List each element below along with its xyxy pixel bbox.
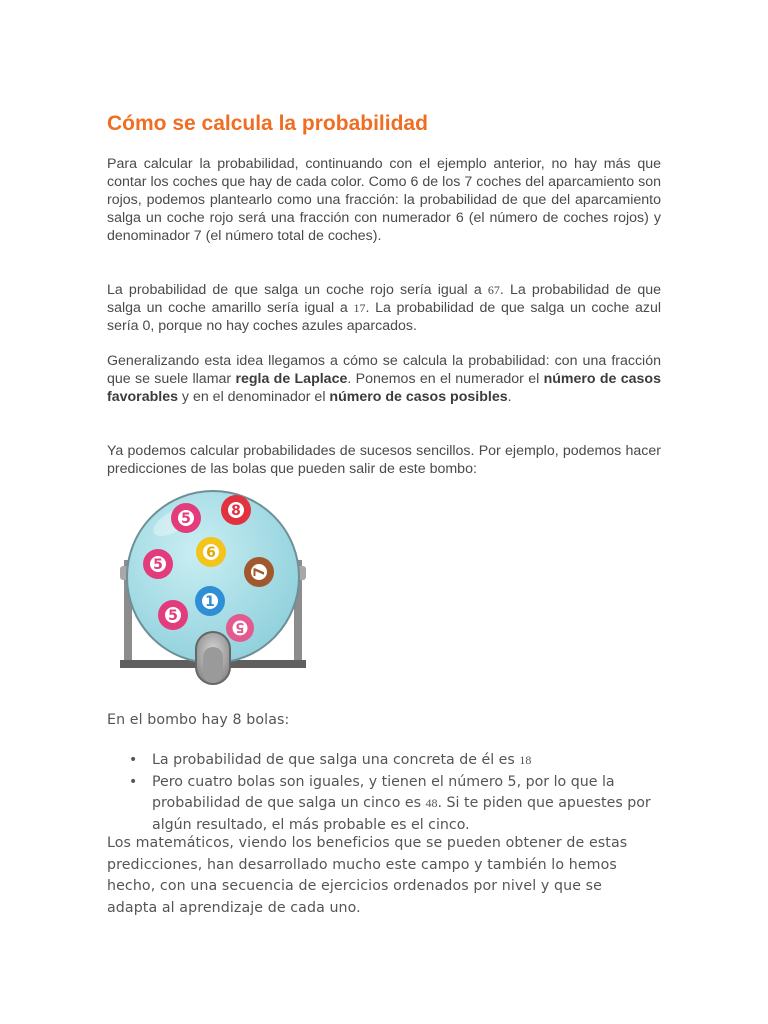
bullet-icon: •	[129, 773, 138, 790]
p3-text-c: y en el denominador el	[177, 389, 330, 405]
bullet-icon: •	[129, 752, 138, 768]
ball-label: 5	[168, 608, 178, 624]
list-item	[129, 772, 667, 837]
paragraph-car-probabilities	[107, 281, 661, 335]
p2-text-c: . La probabilidad de que salga un coche azul sería 0, porque no hay coches azules aparcados.	[107, 300, 661, 334]
ball-label: 1	[205, 594, 215, 610]
bombo-intro: En el bombo hay 8 bolas:	[107, 712, 290, 728]
p3-text-b: . Ponemos en el numerador el	[347, 371, 544, 387]
fraction-five: 48	[425, 796, 438, 810]
ball-label: 6	[206, 545, 216, 561]
ball-5-pink-bottom-left	[158, 600, 188, 630]
ball-label: 5	[235, 619, 245, 634]
paragraph-bombo: Ya podemos calcular probabilidades de sucesos sencillos. Por ejemplo, podemos hacer predicciones de las bolas que pueden salir de este bombo:	[107, 443, 661, 477]
ball-label: 5	[181, 511, 191, 527]
fraction-red: 67	[487, 283, 500, 297]
p3-text-d: .	[507, 389, 512, 405]
ball-5-pink-left	[143, 549, 173, 579]
paragraph-laplace	[107, 352, 661, 406]
term-laplace-rule: regla de Laplace	[235, 371, 348, 387]
fraction-yellow: 17	[353, 301, 366, 315]
paragraph-intro: Para calcular la probabilidad, continuando con el ejemplo anterior, no hay más que contar los coches que hay de cada color. Como 6 de los 7 coches del aparcamiento son rojos, podemos plantearlo como una fracción: la probabilidad de que del aparcamiento salga un coche rojo será una fracción con numerador 6 (el número de coches rojos) y denominador 7 (el número total de coches).	[107, 156, 661, 244]
ball-label: 8	[231, 503, 241, 519]
ball-7-brown	[244, 557, 274, 587]
list-item-text: La probabilidad de que salga una concreta de él es	[152, 752, 520, 768]
list-item	[129, 750, 667, 772]
closing-paragraph: Los matemáticos, viendo los beneficios que se pueden obtener de estas predicciones, han desarrollado mucho este campo y también lo hemos hecho, con una secuencia de ejercicios ordenados por nivel y que se adapta al aprendizaje de cada uno.	[107, 835, 628, 916]
list-item-text: Pero cuatro bolas son iguales, y tienen el número 5, por lo que la probabilidad de que salga un cinco es	[152, 773, 615, 811]
ball-5-pink-top	[171, 503, 201, 533]
drum-outlet-inner	[203, 647, 223, 683]
lottery-drum-illustration	[118, 482, 308, 690]
p2-text-b: . La probabilidad de que salga un coche amarillo sería igual a	[107, 282, 661, 316]
page-title: Cómo se calcula la probabilidad	[107, 112, 428, 135]
p2-text-a: La probabilidad de que salga un coche rojo sería igual a	[107, 282, 488, 298]
ball-label: 5	[153, 557, 163, 573]
probability-list	[107, 750, 667, 836]
ball-label: 7	[252, 567, 268, 577]
term-possible-cases: número de casos posibles	[329, 389, 508, 405]
fraction-one-ball: 18	[519, 753, 532, 767]
ball-1-blue	[195, 586, 225, 616]
p3-text-a: Generalizando esta idea llegamos a cómo se calcula la probabilidad: con una fracción que se suele llamar	[107, 353, 661, 387]
ball-6-yellow	[196, 537, 226, 567]
ball-8-red	[221, 495, 251, 525]
term-favorable-cases: número de casos favorables	[107, 371, 661, 405]
ball-5-pink-bottom-right	[226, 614, 254, 642]
list-item-text-end: . Si te piden que apuestes por algún resultado, el más probable es el cinco.	[152, 795, 651, 833]
